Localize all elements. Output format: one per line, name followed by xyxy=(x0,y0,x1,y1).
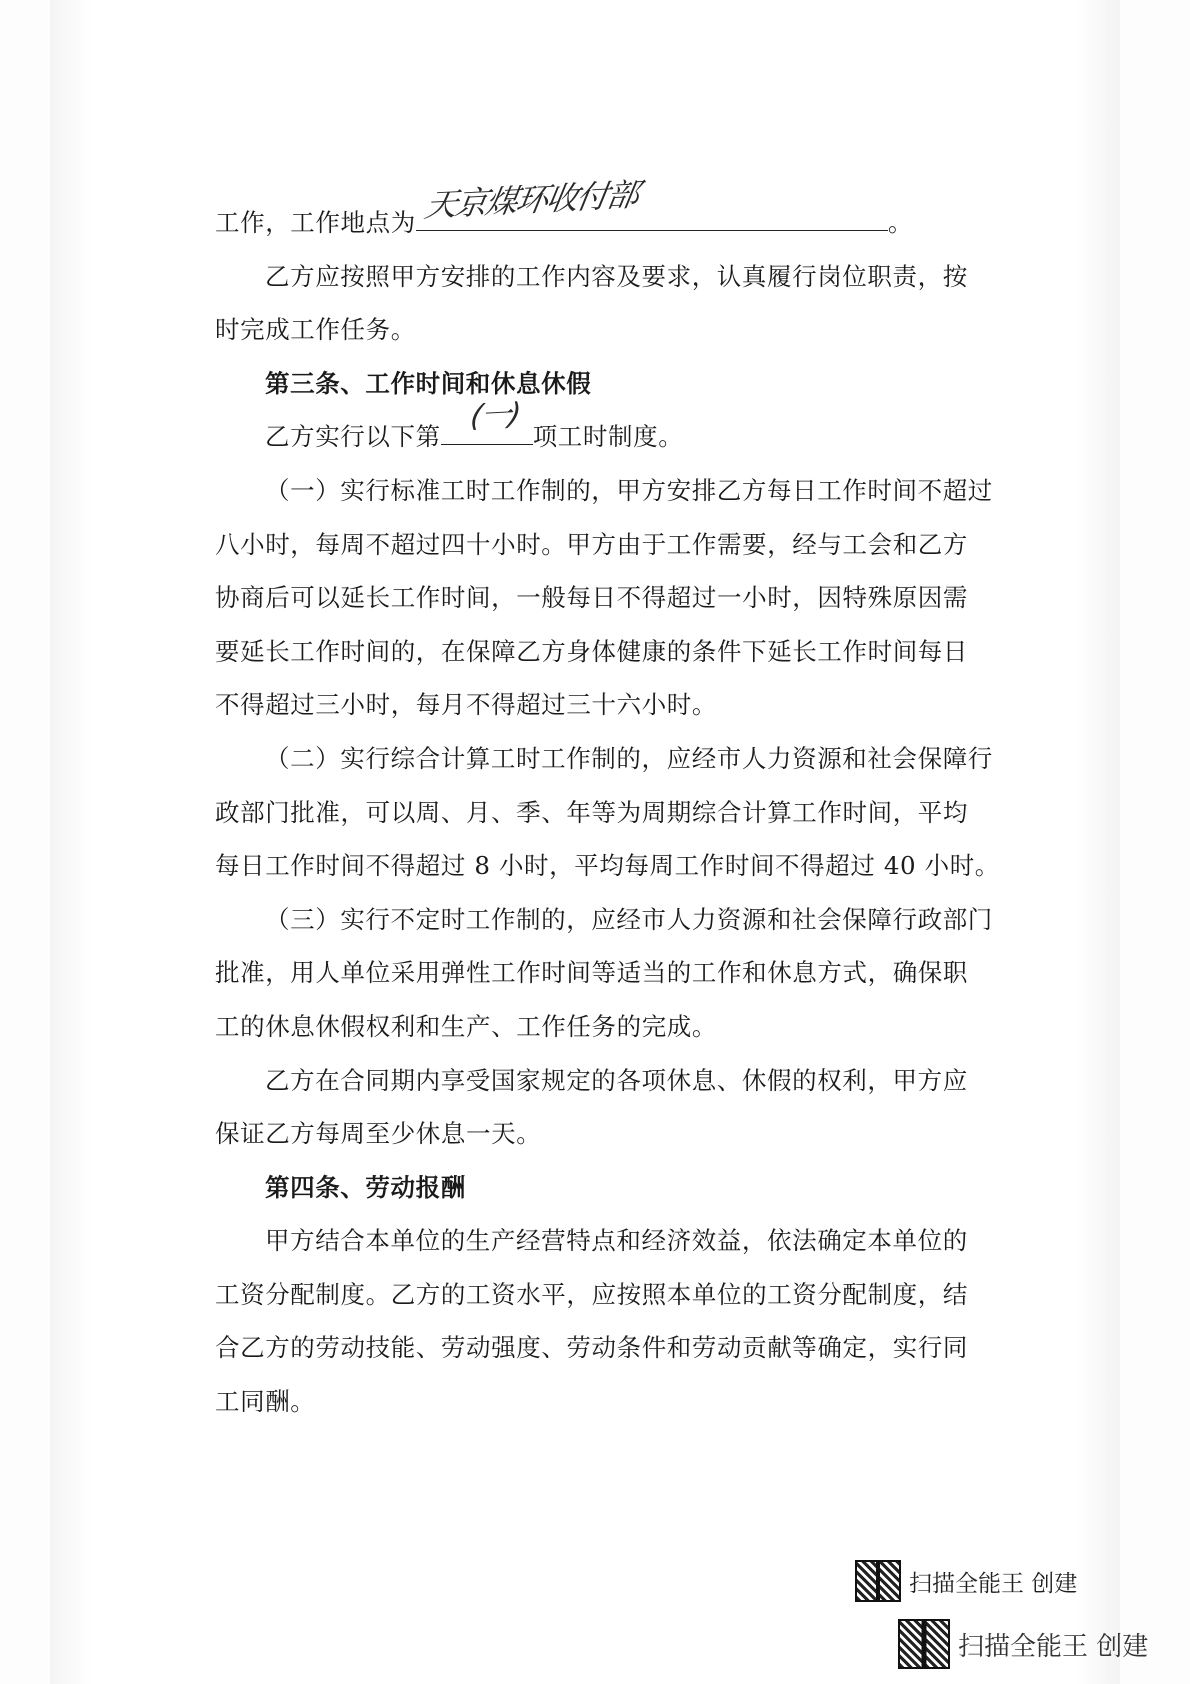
qr-code-icon xyxy=(855,1560,901,1602)
contract-body xyxy=(215,175,1000,1429)
paragraph-line: （一）实行标准工时工作制的，甲方安排乙方每日工作时间不超过 xyxy=(265,475,993,505)
watermark-text: 扫描全能王 创建 xyxy=(909,1570,1078,1597)
paragraph-line: 八小时，每周不超过四十小时。甲方由于工作需要，经与工会和乙方 xyxy=(215,529,968,559)
paragraph-line: 保证乙方每周至少休息一天。 xyxy=(215,1119,542,1149)
handwritten-work-location: 天京煤环收付部 xyxy=(421,175,641,225)
paragraph-line: （三）实行不定时工作制的，应经市人力资源和社会保障行政部门 xyxy=(265,904,993,934)
paragraph-line: 乙方应按照甲方安排的工作内容及要求，认真履行岗位职责，按 xyxy=(265,261,968,291)
watermark-text: 扫描全能王 创建 xyxy=(958,1631,1149,1662)
paragraph-line: 甲方结合本单位的生产经营特点和经济效益，依法确定本单位的 xyxy=(265,1226,968,1256)
line-work-location: 工作，工作地点为 天京煤环收付部 。 xyxy=(215,196,965,250)
paragraph-line: 每日工作时间不得超过 8 小时，平均每周工作时间不得超过 40 小时。 xyxy=(215,851,1000,881)
paragraph-line: 要延长工作时间的，在保障乙方身体健康的条件下延长工作时间每日 xyxy=(215,636,968,666)
paragraph-line: 批准，用人单位采用弹性工作时间等适当的工作和休息方式，确保职 xyxy=(215,958,968,988)
paragraph-line: 工的休息休假权利和生产、工作任务的完成。 xyxy=(215,1011,717,1041)
paragraph-line: 乙方在合同期内享受国家规定的各项休息、休假的权利，甲方应 xyxy=(265,1065,968,1095)
scanner-watermark-secondary xyxy=(898,1619,1148,1669)
paragraph-line: 政部门批准，可以周、月、季、年等为周期综合计算工作时间，平均 xyxy=(215,797,968,827)
paragraph-line: 时完成工作任务。 xyxy=(215,315,416,345)
paragraph-line: 合乙方的劳动技能、劳动强度、劳动条件和劳动贡献等确定，实行同 xyxy=(215,1333,968,1363)
qr-code-icon xyxy=(898,1619,950,1669)
paragraph-line: （二）实行综合计算工时工作制的，应经市人力资源和社会保障行 xyxy=(265,743,993,773)
hours-system-field[interactable] xyxy=(441,396,533,445)
paragraph-line: 不得超过三小时，每月不得超过三十六小时。 xyxy=(215,690,717,720)
section-heading-article-3: 第三条、工作时间和休息休假 xyxy=(265,368,592,398)
line-hours-system: 乙方实行以下第 (一) 项工时制度。 xyxy=(215,410,965,464)
paragraph-line: 工资分配制度。乙方的工资水平，应按照本单位的工资分配制度，结 xyxy=(215,1279,968,1309)
handwritten-hours-system: (一) xyxy=(467,396,522,434)
paragraph-line: 工同酬。 xyxy=(215,1387,316,1417)
paragraph-line: 协商后可以延长工作时间，一般每日不得超过一小时，因特殊原因需 xyxy=(215,583,968,613)
scanner-watermark xyxy=(855,1560,1077,1602)
section-heading-article-4: 第四条、劳动报酬 xyxy=(265,1172,466,1202)
